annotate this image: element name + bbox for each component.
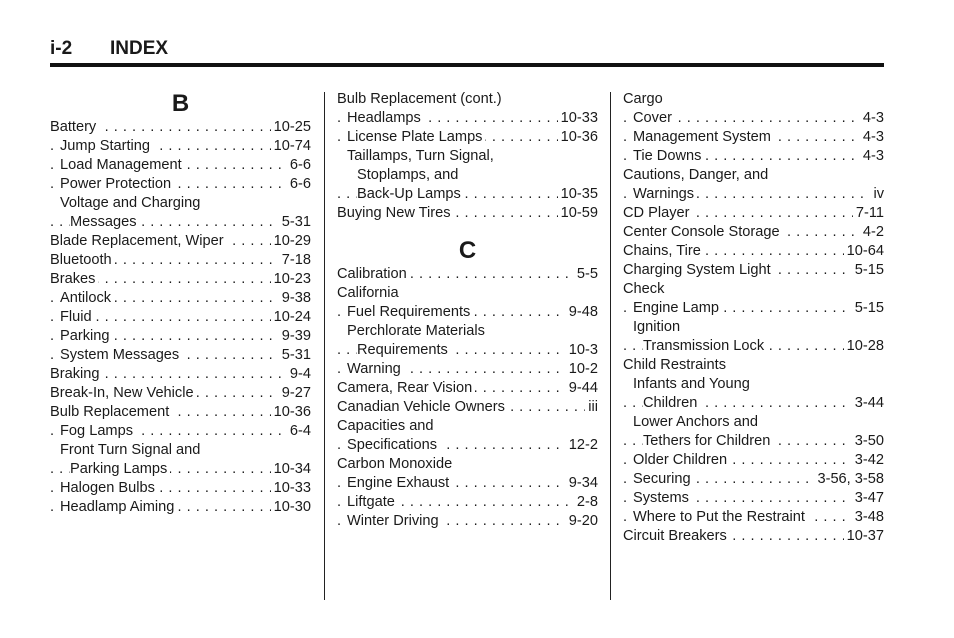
index-entry — [623, 413, 884, 432]
index-entry — [50, 384, 311, 403]
index-entry — [50, 346, 311, 365]
index-entry — [50, 213, 311, 232]
index-term: Headlamps — [347, 110, 424, 126]
page-reference: 5-15 — [852, 299, 884, 318]
index-term: Canadian Vehicle Owners — [337, 399, 508, 415]
page-reference: 10-36 — [558, 128, 598, 147]
page-reference: 12-2 — [566, 436, 598, 455]
page-reference: 4-2 — [860, 223, 884, 242]
index-term: CD Player — [623, 205, 693, 221]
page-reference: 10-59 — [558, 204, 598, 223]
page-reference: 5-31 — [279, 346, 311, 365]
page-reference: 5-31 — [279, 213, 311, 232]
index-entry — [337, 360, 598, 379]
index-term: Circuit Breakers — [623, 528, 730, 544]
index-entry — [623, 90, 884, 109]
page-reference: 10-30 — [271, 498, 311, 517]
index-entry — [337, 90, 598, 109]
index-entry — [50, 251, 311, 270]
index-term: Blade Replacement, Wiper — [50, 233, 227, 249]
page-reference: 9-38 — [279, 289, 311, 308]
page-reference: iv — [870, 185, 884, 204]
index-entry — [623, 223, 884, 242]
index-term: Liftgate — [347, 494, 398, 510]
index-entry — [337, 128, 598, 147]
index-term: Halogen Bulbs — [60, 480, 158, 496]
index-term: Child Restraints — [623, 357, 729, 373]
index-term: Management System — [633, 129, 774, 145]
index-term: Buying New Tires — [337, 205, 454, 221]
index-entry — [337, 185, 598, 204]
index-entry — [623, 470, 884, 489]
page-reference: 9-34 — [566, 474, 598, 493]
index-term: Power Protection — [60, 176, 174, 192]
page-reference: 9-4 — [287, 365, 311, 384]
index-term: Front Turn Signal and — [60, 442, 203, 458]
index-term: Calibration — [337, 266, 410, 282]
page-reference: 10-23 — [271, 270, 311, 289]
index-term: Center Console Storage — [623, 224, 783, 240]
page-reference: 5-15 — [852, 261, 884, 280]
index-entry — [623, 394, 884, 413]
page-number: i-2 — [50, 38, 73, 59]
index-term: Bulb Replacement — [50, 404, 172, 420]
index-entry — [623, 280, 884, 299]
page-reference: 3-47 — [852, 489, 884, 508]
index-entry — [50, 289, 311, 308]
column-divider — [610, 92, 611, 600]
section-letter: C — [458, 237, 477, 264]
index-entry — [623, 109, 884, 128]
index-term: Systems — [633, 490, 692, 506]
index-entry — [623, 185, 884, 204]
index-term: Load Management — [60, 157, 185, 173]
index-entry — [337, 322, 598, 341]
index-term: Older Children — [633, 452, 730, 468]
page-title: INDEX — [110, 38, 169, 59]
header-rule — [50, 63, 884, 67]
index-entry — [623, 527, 884, 546]
page-reference: 10-33 — [271, 479, 311, 498]
index-term: Stoplamps, and — [357, 167, 461, 183]
page-reference: 3-48 — [852, 508, 884, 527]
index-term: Headlamp Aiming — [60, 499, 177, 515]
index-term: Check — [623, 281, 667, 297]
index-term: Ignition — [633, 319, 683, 335]
page-reference: 7-11 — [853, 204, 884, 223]
index-entry — [337, 455, 598, 474]
section-letter: B — [171, 90, 190, 117]
page-reference: 4-3 — [860, 109, 884, 128]
index-column-1 — [50, 90, 311, 517]
index-entry — [50, 479, 311, 498]
page-reference: 10-2 — [566, 360, 598, 379]
index-term: Cautions, Danger, and — [623, 167, 771, 183]
index-column-3 — [623, 90, 884, 546]
index-term: Capacities and — [337, 418, 437, 434]
index-term: Bluetooth — [50, 252, 115, 268]
page-reference: 6-6 — [287, 175, 311, 194]
index-entry — [50, 118, 311, 137]
index-term: Taillamps, Turn Signal, — [347, 148, 497, 164]
index-term: Engine Lamp — [633, 300, 722, 316]
index-term: Children — [643, 395, 700, 411]
index-term: Engine Exhaust — [347, 475, 452, 491]
index-entry — [623, 489, 884, 508]
index-term: Parking — [60, 328, 112, 344]
page-reference: iii — [585, 398, 598, 417]
page-reference: 10-74 — [271, 137, 311, 156]
index-entry — [50, 403, 311, 422]
index-entry — [337, 166, 598, 185]
index-entry — [337, 265, 598, 284]
page-reference: 10-29 — [271, 232, 311, 251]
index-term: Fluid — [60, 309, 95, 325]
page-reference: 3-50 — [852, 432, 884, 451]
page-reference: 3-44 — [852, 394, 884, 413]
index-entry — [337, 303, 598, 322]
index-entry — [623, 356, 884, 375]
index-entry — [50, 441, 311, 460]
index-term: Cargo — [623, 91, 666, 107]
index-term: Parking Lamps — [70, 461, 170, 477]
index-entry — [623, 432, 884, 451]
index-term: Antilock — [60, 290, 114, 306]
page-reference: 3-56, 3-58 — [814, 470, 884, 489]
page-reference: 10-34 — [271, 460, 311, 479]
index-entry — [337, 474, 598, 493]
index-term: Battery — [50, 119, 99, 135]
index-term: Camera, Rear Vision — [337, 380, 475, 396]
index-term: Cover — [633, 110, 675, 126]
index-entry — [623, 318, 884, 337]
page-reference: 10-33 — [558, 109, 598, 128]
index-term: Back-Up Lamps — [357, 186, 464, 202]
index-entry — [50, 308, 311, 327]
index-entry — [50, 175, 311, 194]
index-term: Chains, Tire — [623, 243, 704, 259]
page-reference: 9-39 — [279, 327, 311, 346]
page-reference: 2-8 — [574, 493, 598, 512]
index-term: Voltage and Charging — [60, 195, 203, 211]
index-entry — [623, 508, 884, 527]
page-reference: 10-24 — [271, 308, 311, 327]
index-term: Infants and Young — [633, 376, 753, 392]
index-entry — [50, 327, 311, 346]
page-reference: 10-36 — [271, 403, 311, 422]
index-entry — [337, 512, 598, 531]
index-term: Perchlorate Materials — [347, 323, 488, 339]
index-entry — [623, 299, 884, 318]
index-column-2 — [337, 90, 598, 531]
index-term: Brakes — [50, 271, 98, 287]
index-term: Braking — [50, 366, 102, 382]
index-entry — [50, 460, 311, 479]
index-entry — [337, 417, 598, 436]
index-entry — [623, 242, 884, 261]
index-term: Lower Anchors and — [633, 414, 761, 430]
index-term: Bulb Replacement (cont.) — [337, 91, 505, 107]
index-entry — [337, 109, 598, 128]
page-reference: 10-3 — [566, 341, 598, 360]
page-reference: 6-6 — [287, 156, 311, 175]
index-term: System Messages — [60, 347, 182, 363]
index-term: Specifications — [347, 437, 440, 453]
index-term: Jump Starting — [60, 138, 153, 154]
page-reference: 10-64 — [844, 242, 884, 261]
page-reference: 10-35 — [558, 185, 598, 204]
index-entry — [623, 261, 884, 280]
index-entry — [50, 156, 311, 175]
page-reference: 9-48 — [566, 303, 598, 322]
index-entry — [337, 379, 598, 398]
index-entry — [623, 375, 884, 394]
index-entry — [50, 232, 311, 251]
index-entry — [337, 204, 598, 223]
index-term: Requirements — [357, 342, 451, 358]
page-reference: 3-42 — [852, 451, 884, 470]
page-reference: 9-20 — [566, 512, 598, 531]
index-entry — [623, 451, 884, 470]
index-entry — [337, 493, 598, 512]
index-term: Carbon Monoxide — [337, 456, 455, 472]
index-term: Tie Downs — [633, 148, 704, 164]
index-entry — [50, 422, 311, 441]
index-term: Fog Lamps — [60, 423, 136, 439]
page-header — [50, 38, 884, 64]
index-term: California — [337, 285, 402, 301]
page-reference: 4-3 — [860, 147, 884, 166]
page-reference: 7-18 — [279, 251, 311, 270]
page-reference: 6-4 — [287, 422, 311, 441]
index-term: License Plate Lamps — [347, 129, 485, 145]
index-term: Break-In, New Vehicle — [50, 385, 197, 401]
index-entry — [623, 128, 884, 147]
index-entry — [337, 147, 598, 166]
index-entry — [50, 365, 311, 384]
column-divider — [324, 92, 325, 600]
index-entry — [50, 270, 311, 289]
index-term: Warning — [347, 361, 404, 377]
page-reference: 4-3 — [860, 128, 884, 147]
index-term: Warnings — [633, 186, 697, 202]
index-entry — [50, 137, 311, 156]
index-term: Winter Driving — [347, 513, 442, 529]
index-entry — [337, 284, 598, 303]
index-term: Transmission Lock — [643, 338, 767, 354]
index-entry — [50, 194, 311, 213]
page-reference: 9-44 — [566, 379, 598, 398]
page-reference: 9-27 — [279, 384, 311, 403]
index-entry — [623, 337, 884, 356]
index-term: Messages — [70, 214, 140, 230]
index-entry — [623, 166, 884, 185]
index-entry — [337, 341, 598, 360]
index-term: Where to Put the Restraint — [633, 509, 808, 525]
index-term: Charging System Light — [623, 262, 774, 278]
page-reference: 10-25 — [271, 118, 311, 137]
index-term: Securing — [633, 471, 694, 487]
page-reference: 5-5 — [574, 265, 598, 284]
section-spacer — [337, 223, 598, 237]
index-term: Fuel Requirements — [347, 304, 473, 320]
index-entry — [623, 147, 884, 166]
index-entry — [50, 498, 311, 517]
page-reference: 10-28 — [844, 337, 884, 356]
index-entry — [337, 436, 598, 455]
index-entry — [623, 204, 884, 223]
index-term: Tethers for Children — [643, 433, 773, 449]
page-reference: 10-37 — [844, 527, 884, 546]
index-entry — [337, 398, 598, 417]
